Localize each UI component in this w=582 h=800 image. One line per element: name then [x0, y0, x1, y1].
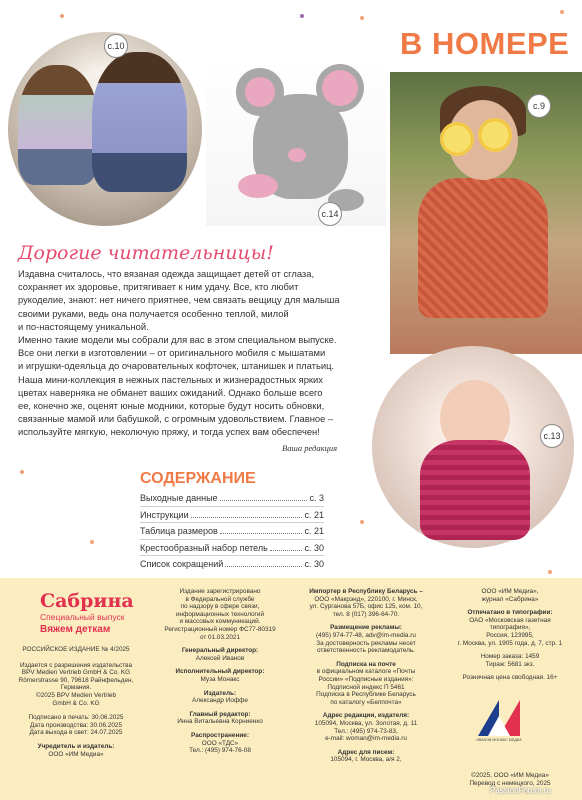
confetti-dot — [300, 14, 304, 18]
toc-item-page: с. 21 — [304, 526, 324, 536]
imprint-line: ответственность рекламодатель. — [317, 647, 415, 655]
imprint-line: ООО «ТДС» — [201, 739, 239, 747]
letter-line: Наша мини-коллекция в нежных пастельных и жизнерадостных ярких — [18, 373, 323, 385]
confetti-dot — [20, 470, 24, 474]
imprint-line: BPV Medien Vertrieb GmbH & Co. KG — [21, 669, 131, 677]
toc-leader — [225, 566, 302, 567]
imprint-line: в Федеральной службе — [185, 595, 255, 603]
imprint-line: Подписной индекс П 5461 — [327, 683, 405, 691]
ads-title: Размещение рекламы: — [330, 624, 402, 632]
execdir-title: Исполнительный директор: — [175, 668, 265, 676]
brand-logo: Сабрина — [40, 590, 134, 612]
page-label: с.9 — [527, 94, 551, 118]
imprint-line: в официальном каталоге «Почты — [316, 668, 416, 676]
founder-name: ООО «ИМ Медиа» — [48, 750, 104, 758]
editor-letter — [18, 267, 370, 439]
imprint-line: Германия. — [60, 684, 92, 692]
imprint-line: Издается с разрешения издательства — [19, 661, 133, 669]
lemon-slice — [478, 118, 512, 152]
table-of-contents — [140, 490, 324, 573]
confetti-dot — [360, 520, 364, 524]
page-label: с.10 — [104, 34, 128, 58]
imprint-col-4 — [440, 588, 580, 682]
confetti-dot — [360, 16, 364, 20]
imprint-line: ©2025, ООО «ИМ Медиа» — [471, 772, 549, 779]
editor-name: Инна Витальевна Корниенко — [177, 718, 263, 726]
imprint-line: Römerstrasse 90, 79618 Райнфельден, — [18, 676, 134, 684]
signature: Ваша редакция — [282, 443, 338, 453]
watermark: PassionForum.ru — [490, 786, 551, 795]
letter-line: ее, конечно же, оценят юные модники, которые будут носить обновки, — [18, 400, 325, 412]
imprint-line: 105094, Москва, ул. Золотая, д. 11 — [314, 719, 418, 727]
toc-item[interactable] — [140, 490, 324, 507]
gendir-name: Алексей Иванов — [195, 654, 245, 662]
imprint-line: Дата выхода в свет: 24.07.2025 — [29, 729, 123, 737]
toc-item-page: с. 21 — [304, 509, 324, 520]
imprint-line: Подписано в печать: 30.06.2025 — [28, 714, 124, 722]
toc-leader — [191, 517, 303, 518]
importer-title: Импортер в Республику Беларусь – — [309, 588, 423, 595]
imprint-line: тел. 8 (017) 396-64-70. — [332, 610, 400, 618]
toc-item-label: Выходные данные — [140, 493, 218, 503]
toc-leader — [220, 500, 308, 501]
price-note: Розничная цена свободная. 16+ — [462, 674, 558, 682]
toc-item-label: Крестообразный набор петель — [140, 542, 268, 553]
logo-caption: ИВАНОВ МОНАКС МЕДИА — [476, 738, 522, 742]
toc-leader — [220, 533, 303, 534]
imprint-line: по надзору в сфере связи, — [180, 603, 260, 611]
imprint-line: ООО «ИМ Медиа», — [481, 588, 539, 595]
imprint-line: Тел.: (495) 974-73-83, — [334, 727, 398, 735]
toc-title: СОДЕРЖАНИЕ — [140, 470, 256, 487]
toc-item[interactable] — [140, 556, 324, 573]
imprint-line: (495) 974-77-48, adv@im-media.ru — [316, 631, 416, 639]
knitted-top — [418, 178, 548, 318]
publisher-name: Александр Иоффе — [192, 697, 248, 705]
imprint-line: информационных технологий — [175, 610, 265, 618]
imprint-line: Издание зарегистрировано — [179, 588, 261, 595]
toc-leader — [270, 550, 303, 551]
toc-item[interactable] — [140, 540, 324, 557]
toc-item-label: Список сокращений — [140, 559, 224, 569]
imprint-line: 105094, г. Москва, а/я 2, — [330, 756, 402, 764]
imprint-line: Дата производства: 30.06.2025 — [30, 721, 122, 729]
letter-line: Именно такие модели мы собрали для вас в этом специальном выпуске. — [18, 334, 337, 346]
page-label: с.13 — [540, 424, 564, 448]
imprint-line: За достоверность рекламы несет — [316, 639, 416, 647]
brand-issue-title: Вяжем деткам — [40, 624, 111, 635]
imprint-line: России» «Подписные издания»: — [318, 675, 414, 683]
imprint-line: журнал «Сабрина» — [481, 595, 539, 603]
printed-title: Отпечатано в типографии: — [467, 609, 553, 617]
imprint-line: Регистрационный номер ФС77-80319 — [164, 625, 276, 633]
imprint-copyright — [440, 772, 580, 787]
gendir-title: Генеральный директор: — [181, 647, 259, 655]
letters-title: Адрес для писем: — [337, 748, 395, 756]
imprint-col-3 — [292, 588, 440, 764]
letter-line: Издавна считалось, что вязаная одежда защищает детей от сглаза, — [18, 268, 315, 279]
editor-title: Главный редактор: — [189, 710, 251, 718]
order-number: Номер заказа: 1459 — [480, 653, 540, 661]
letter-line: рукоделие, знают: нет ничего приятнее, чем связать вещицу для малыша — [18, 294, 340, 306]
imprint-col-2 — [150, 588, 290, 755]
photo-girl-left — [18, 65, 98, 185]
subs-title: Подписка на почте — [336, 660, 396, 668]
imprint-line: e-mail: woman@im-media.ru — [325, 735, 407, 743]
distrib-title: Распространение: — [191, 731, 249, 739]
confetti-dot — [560, 10, 564, 14]
mouse-toy — [228, 64, 368, 204]
imprint-line: Перевод с немецкого, 2025 — [469, 779, 551, 787]
imprint-line: ОАО «Московская газетная — [469, 616, 551, 624]
letter-line: цветах наверняка не обманет ваших ожиданий. Однако больше всего — [18, 386, 323, 398]
confetti-dot — [60, 14, 64, 18]
toc-item-page: с. 30 — [304, 542, 324, 553]
imprint-line: г. Москва, ул. 1905 года, д. 7, стр. 1 — [457, 639, 563, 647]
imprint-line: ул. Сурганова 57Б, офис 125, ком. 10, — [309, 603, 423, 611]
toc-item-page: с. 30 — [304, 559, 324, 569]
toc-item-label: Таблица размеров — [140, 526, 218, 536]
letter-line: и по-настоящему уникальной. — [18, 320, 149, 332]
page-label: с.14 — [318, 202, 342, 226]
letter-line: связанные мамой или бабушкой, с огромным удовольствием. Главное – — [18, 413, 334, 425]
imprint-line: Россия, 123995, — [486, 631, 534, 639]
imprint-col-1 — [8, 646, 144, 758]
imprint-line: типография», — [489, 624, 531, 632]
imprint-line: ООО «Макрэнд», 220100, г. Минск, — [314, 595, 418, 603]
imprint-line: и массовых коммуникаций. — [179, 618, 261, 626]
imprint-line: Тел.: (495) 974-76-08 — [189, 747, 251, 755]
letter-line: используйте мягкую, неколючую пряжу, и тогда успех вам обеспечен! — [18, 426, 320, 438]
baby-dress — [420, 440, 530, 540]
publisher-title: Издатель: — [203, 689, 237, 697]
lemon-slice — [440, 122, 474, 156]
edition-number: РОССИЙСКОЕ ИЗДАНИЕ № 4/2025 — [22, 646, 130, 653]
toc-item[interactable] — [140, 523, 324, 540]
confetti-dot — [548, 570, 552, 574]
toc-item-label: Инструкции — [140, 509, 189, 520]
greeting-title: Дорогие читательницы! — [18, 242, 274, 264]
imprint-line: GmbH & Co. KG — [52, 699, 100, 707]
imprint-line: Подписка в Республике Беларусь — [316, 691, 416, 699]
execdir-name: Муза Монакс — [200, 675, 240, 683]
confetti-dot — [90, 540, 94, 544]
letter-line: своими руками, ведь она получается особенно теплой, милой — [18, 307, 289, 319]
letter-line: сохраняет их здоровье, притягивает к ним удачу. Все, кто любит — [18, 281, 299, 293]
imprint-line: ©2025 BPV Medien Vertrieb — [35, 691, 117, 699]
letter-line: и игрушки-одеяльца до очаровательных кофточек, штанишек и платьиц. — [18, 360, 335, 372]
publisher-logo-icon — [478, 700, 520, 736]
photo-girl-right — [92, 52, 187, 192]
letter-line: Все они легки в изготовлении – от оригинального мобиля с мышатами — [18, 347, 326, 359]
toc-item-page: с. 3 — [309, 493, 324, 503]
page-title: В НОМЕРЕ — [400, 26, 570, 61]
imprint-line: по каталогу «Белпочта» — [330, 698, 402, 706]
print-run: Тираж: 5681 экз. — [485, 660, 535, 668]
imprint-line: от 01.03.2021 — [199, 633, 241, 641]
founder-title: Учредитель и издатель: — [37, 742, 115, 750]
addr-title: Адрес редакции, издателя: — [322, 712, 410, 720]
brand-subtitle: Специальный выпуск — [40, 612, 125, 622]
toc-item[interactable] — [140, 507, 324, 524]
